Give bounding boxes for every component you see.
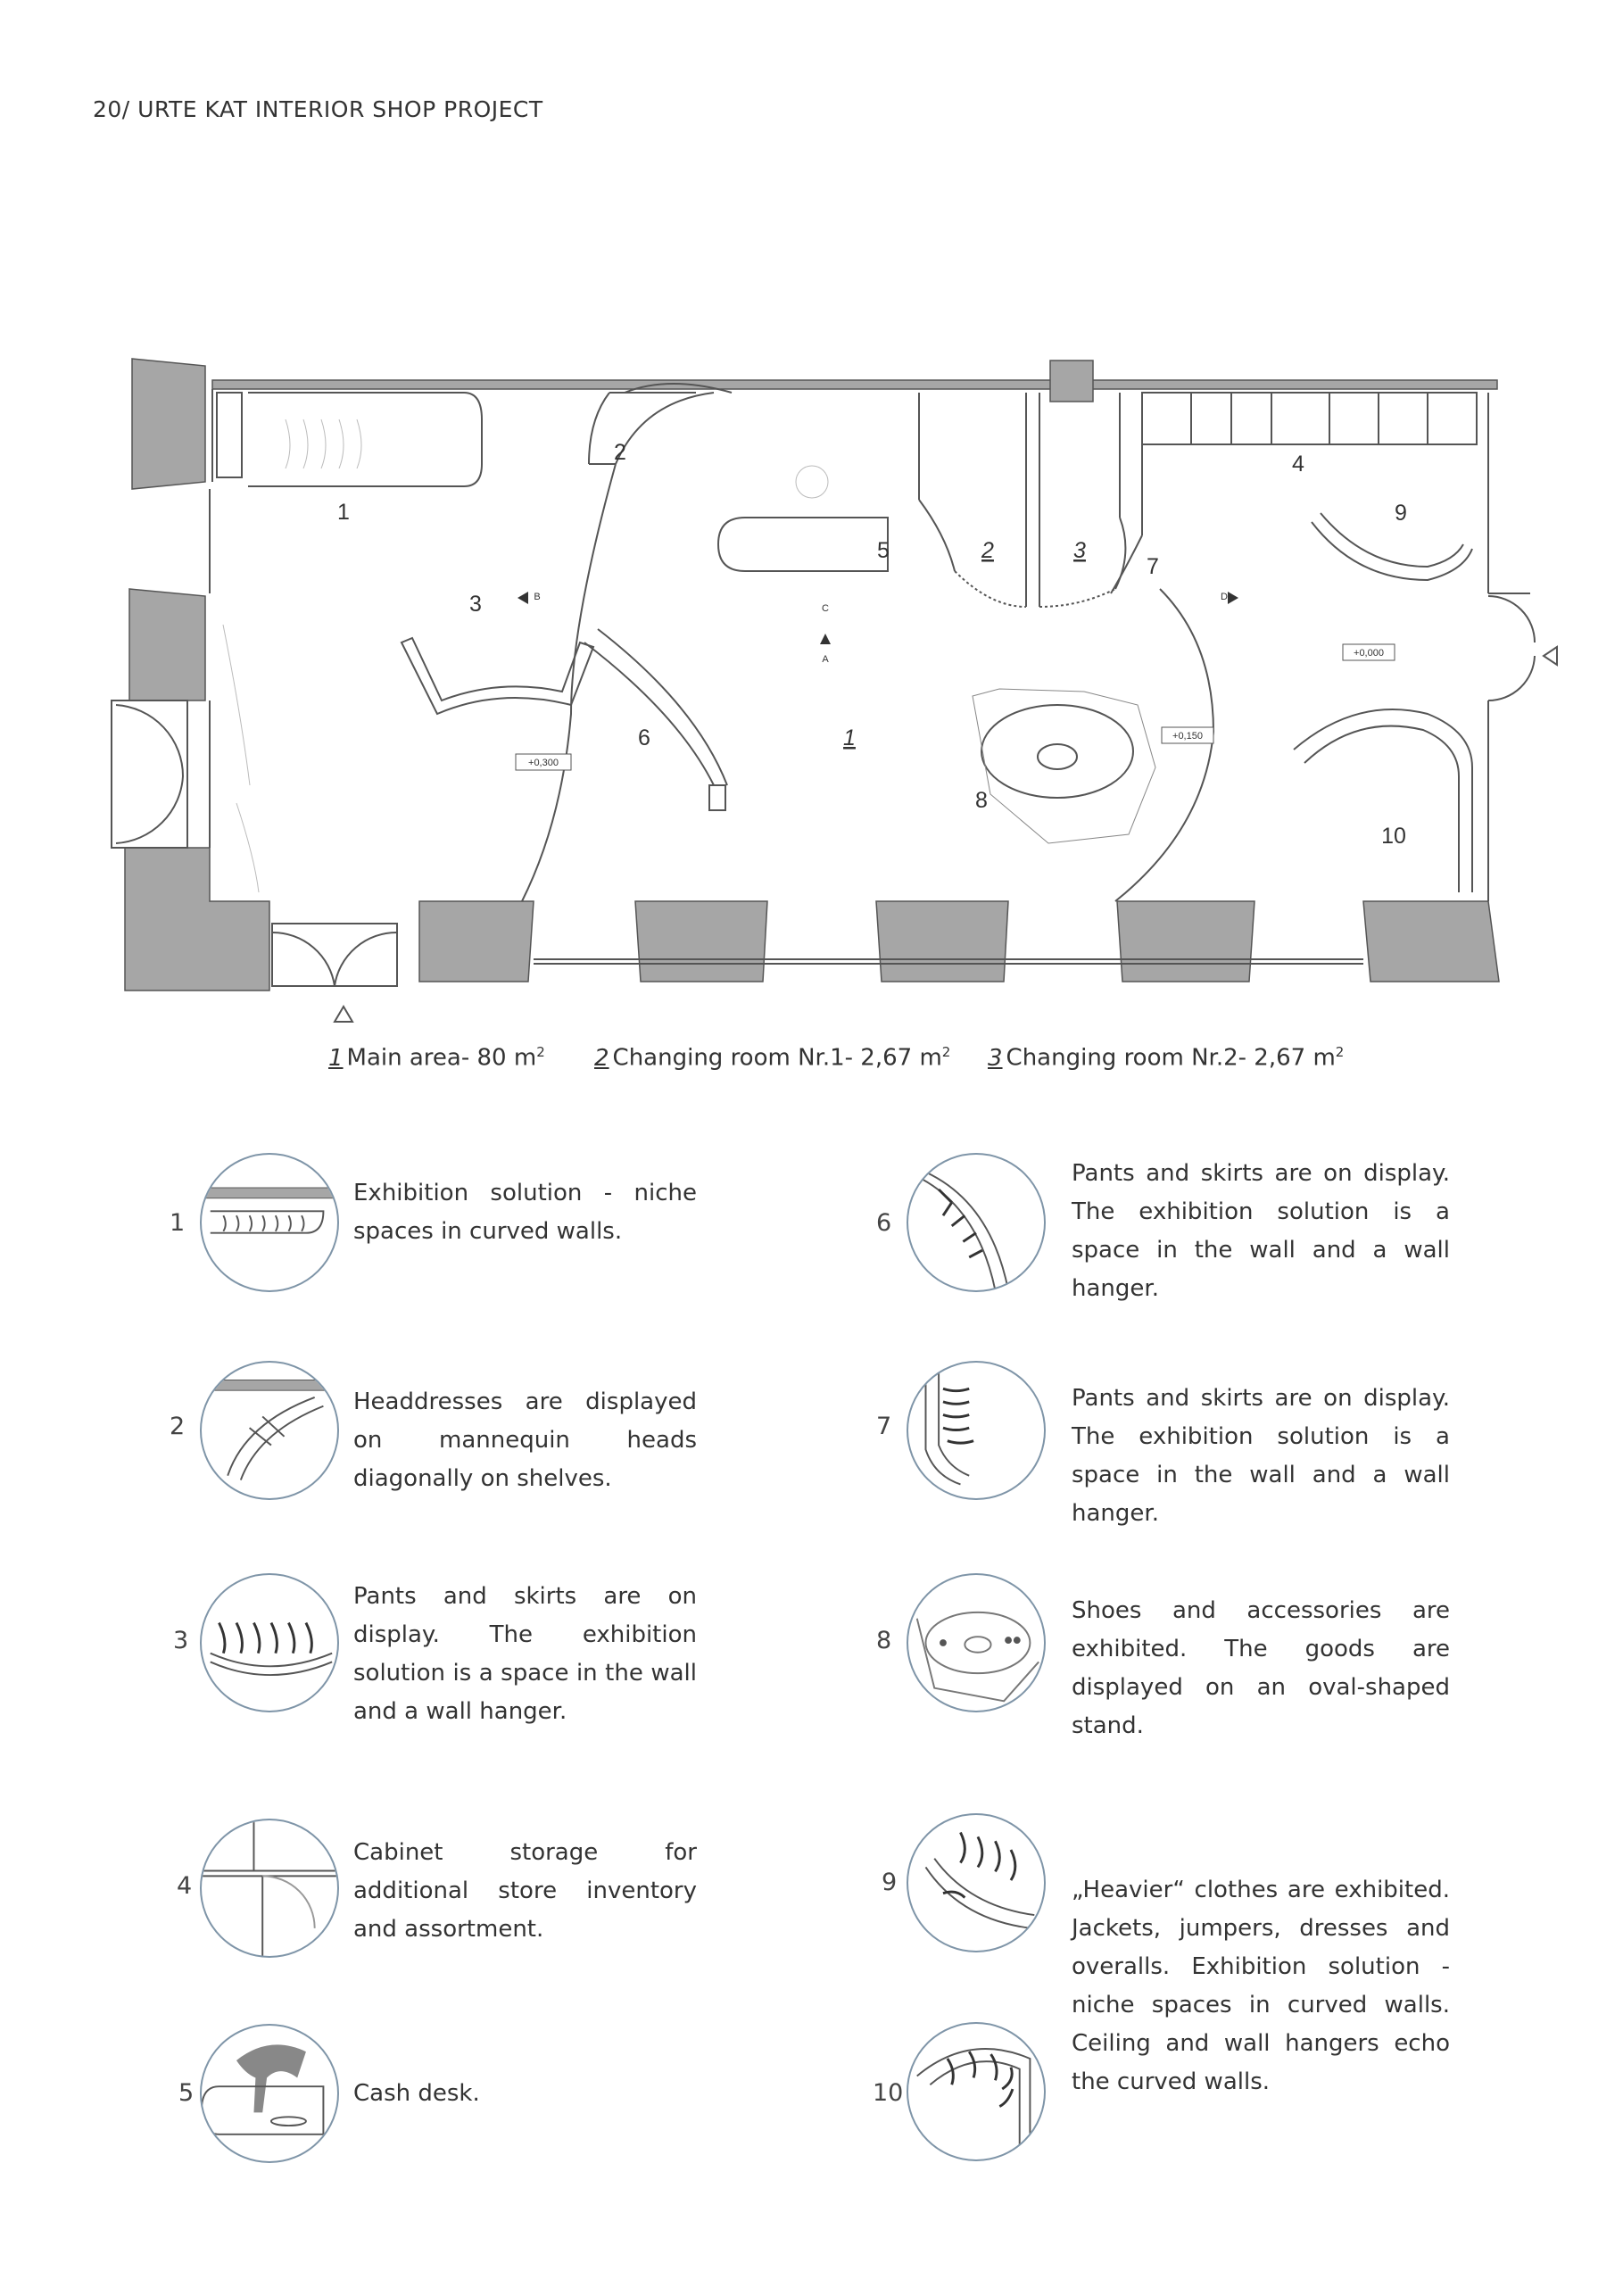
plan-column-top [1050,361,1093,402]
item-description: Pants and skirts are on display. The exhibition solution is a space in the wall and a wall hanger. [1072,1385,1450,1527]
item-description: Pants and skirts are on display. The exhibition solution is a space in the wall and a wall hanger. [353,1583,697,1725]
plan-pier-3 [876,901,1008,982]
item-number: 4 [177,1872,193,1900]
plan-marker-a: A [822,654,829,665]
plan-zone-6: 6 [638,725,650,750]
plan-zone-4: 4 [1292,452,1304,477]
plan-marker-b: B [534,592,541,602]
item-description: Cabinet storage for additional store inventory and assortment. [353,1839,697,1943]
legend-changing-room-2: 3 Changing room Nr.2- 2,67 $m^2$ [988,1044,1345,1072]
hanger-icon [200,1573,339,1712]
item-description: Pants and skirts are on display. The exhibition solution is a space in the wall and a wall hanger. [1072,1160,1450,1302]
item-description: Headdresses are displayed on mannequin heads diagonally on shelves. [353,1388,697,1492]
curved-niche-icon [907,2022,1046,2161]
plan-zone-3: 3 [469,592,482,617]
plan-pier-4 [1117,901,1255,982]
plan-wall-left-3 [125,848,269,991]
plan-pier-1 [419,901,534,982]
plan-zone-5: 5 [877,538,890,563]
item-number: 3 [173,1627,189,1654]
wall-hanger-icon [907,1361,1046,1500]
plan-area-3: 3 [1073,538,1086,563]
item-number: 9 [882,1869,898,1896]
floor-plan [0,0,1623,1035]
plan-zone-10: 10 [1381,824,1406,849]
item-number: 2 [170,1413,186,1440]
item-number: 6 [876,1209,892,1237]
plan-zone-8: 8 [975,788,988,813]
plan-wall-top [212,380,1497,389]
plan-zone-2: 2 [614,440,626,465]
legend-main-area: 1 Main area- 80 $m^2$ [328,1044,545,1072]
item-description: „Heavier“ clothes are exhibited. Jackets, jumpers, dresses and overalls. Exhibition solution - niche spaces in curved walls. Ceiling and wall hangers echo the curved walls. [1072,1877,1450,2095]
plan-zone-1: 1 [337,500,350,525]
cash-desk-icon [200,2024,339,2163]
plan-pier-2 [635,901,767,982]
plan-area-2: 2 [981,538,994,563]
legend-changing-room-1: 2 Changing room Nr.1- 2,67 $m^2$ [594,1044,951,1072]
curved-niche-icon [907,1813,1046,1952]
item-description: Cash desk. [353,2080,480,2107]
item-number: 8 [876,1627,892,1654]
plan-pier-5 [1363,901,1499,982]
item-description: Shoes and accessories are exhibited. The goods are displayed on an oval-shaped stand. [1072,1597,1450,1739]
plan-level-2: +0,150 [1172,731,1203,742]
plan-wall-left-2 [129,589,205,700]
item-number: 10 [873,2079,904,2107]
plan-wall-left-1 [132,359,205,489]
niche-hanger-icon [200,1153,339,1292]
plan-marker-c: C [822,603,829,614]
plan-level-1: +0,300 [528,758,559,768]
plan-level-3: +0,000 [1354,648,1384,659]
plan-zone-9: 9 [1395,501,1407,526]
item-number: 7 [876,1413,892,1440]
oval-stand-icon [907,1573,1046,1712]
item-description: Exhibition solution - niche spaces in curved walls. [353,1180,697,1245]
plan-zone-7: 7 [1147,554,1159,579]
item-number: 1 [170,1209,186,1237]
item-number: 5 [178,2079,195,2107]
plan-area-1: 1 [843,725,856,750]
shelf-icon [200,1361,339,1500]
wall-hanger-icon [907,1153,1046,1292]
page-title: 20/ URTE KAT INTERIOR SHOP PROJECT [93,96,543,122]
plan-marker-d: D [1221,592,1228,602]
cabinet-icon [200,1819,339,1958]
